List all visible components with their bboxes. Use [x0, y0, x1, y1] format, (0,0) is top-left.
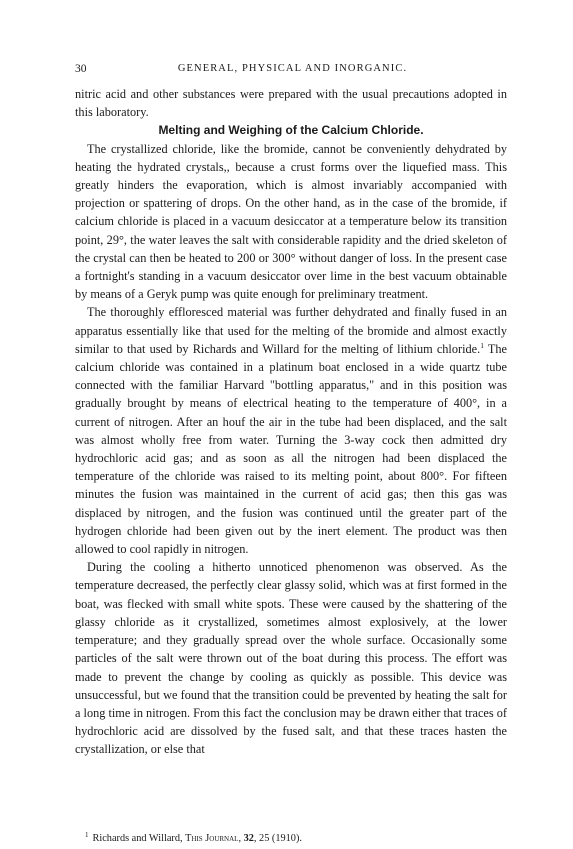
paragraph-fusion-apparatus-text-b: The calcium chloride was contained in a platinum boat enclosed in a wide quartz tube connected with the familiar Harvard "bottling apparatus," and in this position was gradually brought by means of electrical heating to the temperature of 400°, in a current of nitrogen. After an houf the air in the tube had been displaced, and the salt was almost wholly free from water. Turning the 3-way cock then admitted dry hydrochloric acid gas; and as soon as all the nitrogen had been displaced the temperature of the chloride was raised to its melting point, about 800°. For fifteen minutes the fusion was maintained in the current of acid gas; then this gas was displaced by nitrogen, and the fusion was continued until the greater part of the hydrogen chloride had been given out by the inert element. The product was then allowed to cool rapidly in nitrogen. [75, 341, 507, 557]
paragraph-fusion-apparatus-text-a: The thoroughly effloresced material was further dehydrated and finally fused in an apparatus essentially like that used for the melting of the bromide and almost exactly similar to that used by Richards and Willard for the melting of lithium chloride. [75, 305, 507, 356]
body-text [75, 85, 507, 759]
running-title: GENERAL, PHYSICAL AND INORGANIC. [177, 63, 408, 74]
footnote-volume: 32 [243, 833, 254, 844]
page-number: 30 [75, 63, 87, 75]
running-header [75, 62, 510, 76]
footnote-authors: Richards and Willard, [92, 833, 186, 844]
paragraph-cooling-phenomenon: During the cooling a hitherto unnoticed phenomenon was observed. As the temperature decreased, the perfectly clear glassy solid, which was at first formed in the boat, was flecked with small white spots. These were caused by the shattering of the glassy chloride as it crystallized, sometimes almost explosively, at the lower temperature; and they gradually spread over the whole surface. Occasionally some particles of the salt were thrown out of the boat during this process. The effort was made to prevent the change by cooling as quickly as possible. This device was unsuccessful, but we found that the transition could be prevented by heating the salt for a long time in nitrogen. From this fact the conclusion may be drawn either that traces of hydrochloric acid are dissolved by the fused salt, and that these traces hasten the crystallization, or else that [75, 560, 507, 757]
section-heading: Melting and Weighing of the Calcium Chloride. [158, 123, 424, 138]
footnote [75, 832, 507, 845]
intro-paragraph: nitric acid and other substances were prepared with the usual precautions adopted in this laboratory. [75, 87, 507, 120]
footnote-citation: , 25 (1910). [253, 833, 302, 844]
footnote-journal: This Journal [185, 833, 239, 844]
paragraph-melting-dehydration: The crystallized chloride, like the bromide, cannot be conveniently dehydrated by heating the hydrated crystals,, because a crust forms over the liquefied mass. This greatly hinders the evaporation, which is almost invariably accompanied with projection or spattering of drops. On the other hand, as in the case of the bromide, if calcium chloride is placed in a vacuum desiccator at a temperature below its transition point, 29°, the water leaves the salt with considerable rapidity and the dried skeleton of the crystal can then be heated to 200 or 300° without danger of loss. In the present case a fortnight's standing in a vacuum desiccator over lime in the best vacuum obtainable by means of a Geryk pump was quite enough for preliminary treatment. [75, 141, 507, 302]
footnote-volume-separator: , [238, 833, 244, 844]
footnote-reference: 1 [480, 340, 484, 350]
footnote-mark: 1 [85, 830, 89, 839]
paragraph-fusion-apparatus [75, 303, 507, 558]
